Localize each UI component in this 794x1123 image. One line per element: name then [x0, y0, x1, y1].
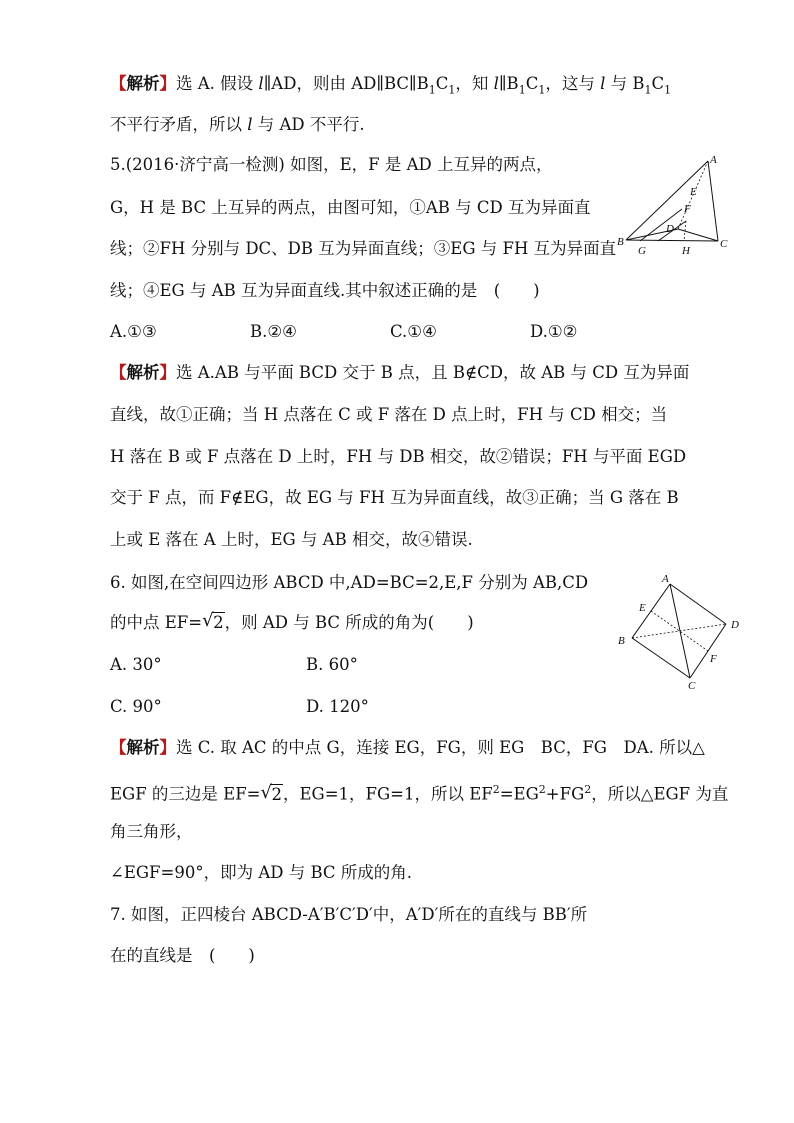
q5-label-h: H: [682, 245, 690, 257]
solution-tag: 【解析】: [110, 738, 176, 757]
question-5-option-c: C.①④: [390, 322, 437, 341]
solution-3-line-4: ∠EGF=90°，即为 AD 与 BC 所成的角.: [110, 863, 412, 882]
solution-3-line-1: 【解析】选 C. 取 AC 的中点 G，连接 EG，FG，则 EG BC，FG DA. 所以△: [110, 738, 705, 757]
q5-label-e: E: [690, 186, 697, 198]
q6-label-c: C: [688, 680, 696, 692]
sqrt-symbol: √ 2: [260, 781, 282, 804]
solution-1-line-1: 【解析】选 A. 假设 l∥AD，则由 $AD\parallel BC\parallel B_1C_1$，知 $l\parallel B_1C_1$，这与 l 与 $B_1C_1$: [110, 74, 672, 97]
question-6-option-d: D. 120°: [306, 697, 369, 716]
question-5-line-2: G，H 是 BC 上互异的两点，由图可知，①AB 与 CD 互为异面直: [110, 198, 591, 217]
q6-label-a: A: [662, 573, 669, 585]
question-6-line-2: 的中点 EF= √ 2，则 AD 与 BC 所成的角为( ): [110, 610, 474, 632]
solution-2-line-4: 交于 F 点，而 F∉EG，故 EG 与 FH 互为异面直线，故③正确；当 G 落在 B: [110, 488, 679, 507]
q6-label-e: E: [639, 602, 646, 614]
question-5-line-3: 线；②FH 分别与 DC、DB 互为异面直线；③EG 与 FH 互为异面直: [110, 239, 617, 258]
question-7-line-1: 7. 如图，正四棱台 ABCD-A′B′C′D′中，A′D′所在的直线与 BB′所: [110, 905, 588, 924]
q5-label-d: D: [666, 223, 674, 235]
question-6-option-b: B. 60°: [306, 655, 358, 674]
solution-tag: 【解析】: [110, 74, 176, 93]
solution-2-line-2: 直线，故①正确；当 H 点落在 C 或 F 落在 D 点上时，FH 与 CD 相交；当: [110, 405, 668, 424]
question-6-figure: [610, 568, 750, 694]
question-7-line-2: 在的直线是 ( ): [110, 946, 255, 965]
question-5-line-1: 5.(2016·济宁高一检测) 如图，E，F 是 AD 上互异的两点，: [110, 155, 553, 174]
q5-label-b: B: [617, 236, 624, 248]
solution-tag: 【解析】: [110, 363, 176, 382]
q5-label-f: F: [684, 203, 691, 215]
solution-2-line-5: 上或 E 落在 A 上时，EG 与 AB 相交，故④错误.: [110, 530, 473, 549]
solution-2-line-3: H 落在 B 或 F 点落在 D 上时，FH 与 DB 相交，故②错误；FH 与平面 EGD: [110, 447, 687, 466]
q5-label-c: C: [720, 238, 728, 250]
question-5-option-a: A.①③: [110, 322, 157, 341]
question-5-option-d: D.①②: [530, 322, 578, 341]
question-6-line-1: 6. 如图,在空间四边形 ABCD 中,AD=BC=2,E,F 分别为 AB,CD: [110, 573, 589, 592]
question-5-line-4: 线；④EG 与 AB 互为异面直线.其中叙述正确的是 ( ): [110, 281, 540, 300]
q5-label-g: G: [638, 245, 646, 257]
question-6-option-c: C. 90°: [110, 697, 162, 716]
q5-label-a: A: [710, 155, 717, 166]
question-5-figure: [612, 155, 732, 257]
solution-3-line-3: 角三角形，: [110, 822, 193, 841]
sqrt-symbol: √ 2: [202, 610, 224, 632]
solution-2-line-1: 【解析】选 A.AB 与平面 BCD 交于 B 点，且 B∉CD，故 AB 与 CD 互为异面: [110, 363, 690, 382]
question-6-option-a: A. 30°: [110, 655, 162, 674]
q6-label-f: F: [710, 653, 717, 665]
question-5-option-b: B.②④: [250, 322, 297, 341]
q6-label-d: D: [731, 619, 739, 631]
q6-label-b: B: [618, 635, 625, 647]
solution-3-line-2: EGF 的三边是 EF= √ 2，EG=1，FG=1，所以 $EF^2=EG^2+FG^2$，所以△EGF 为直: [110, 781, 729, 804]
solution-1-line-2: 不平行矛盾，所以 l 与 AD 不平行.: [110, 115, 365, 134]
